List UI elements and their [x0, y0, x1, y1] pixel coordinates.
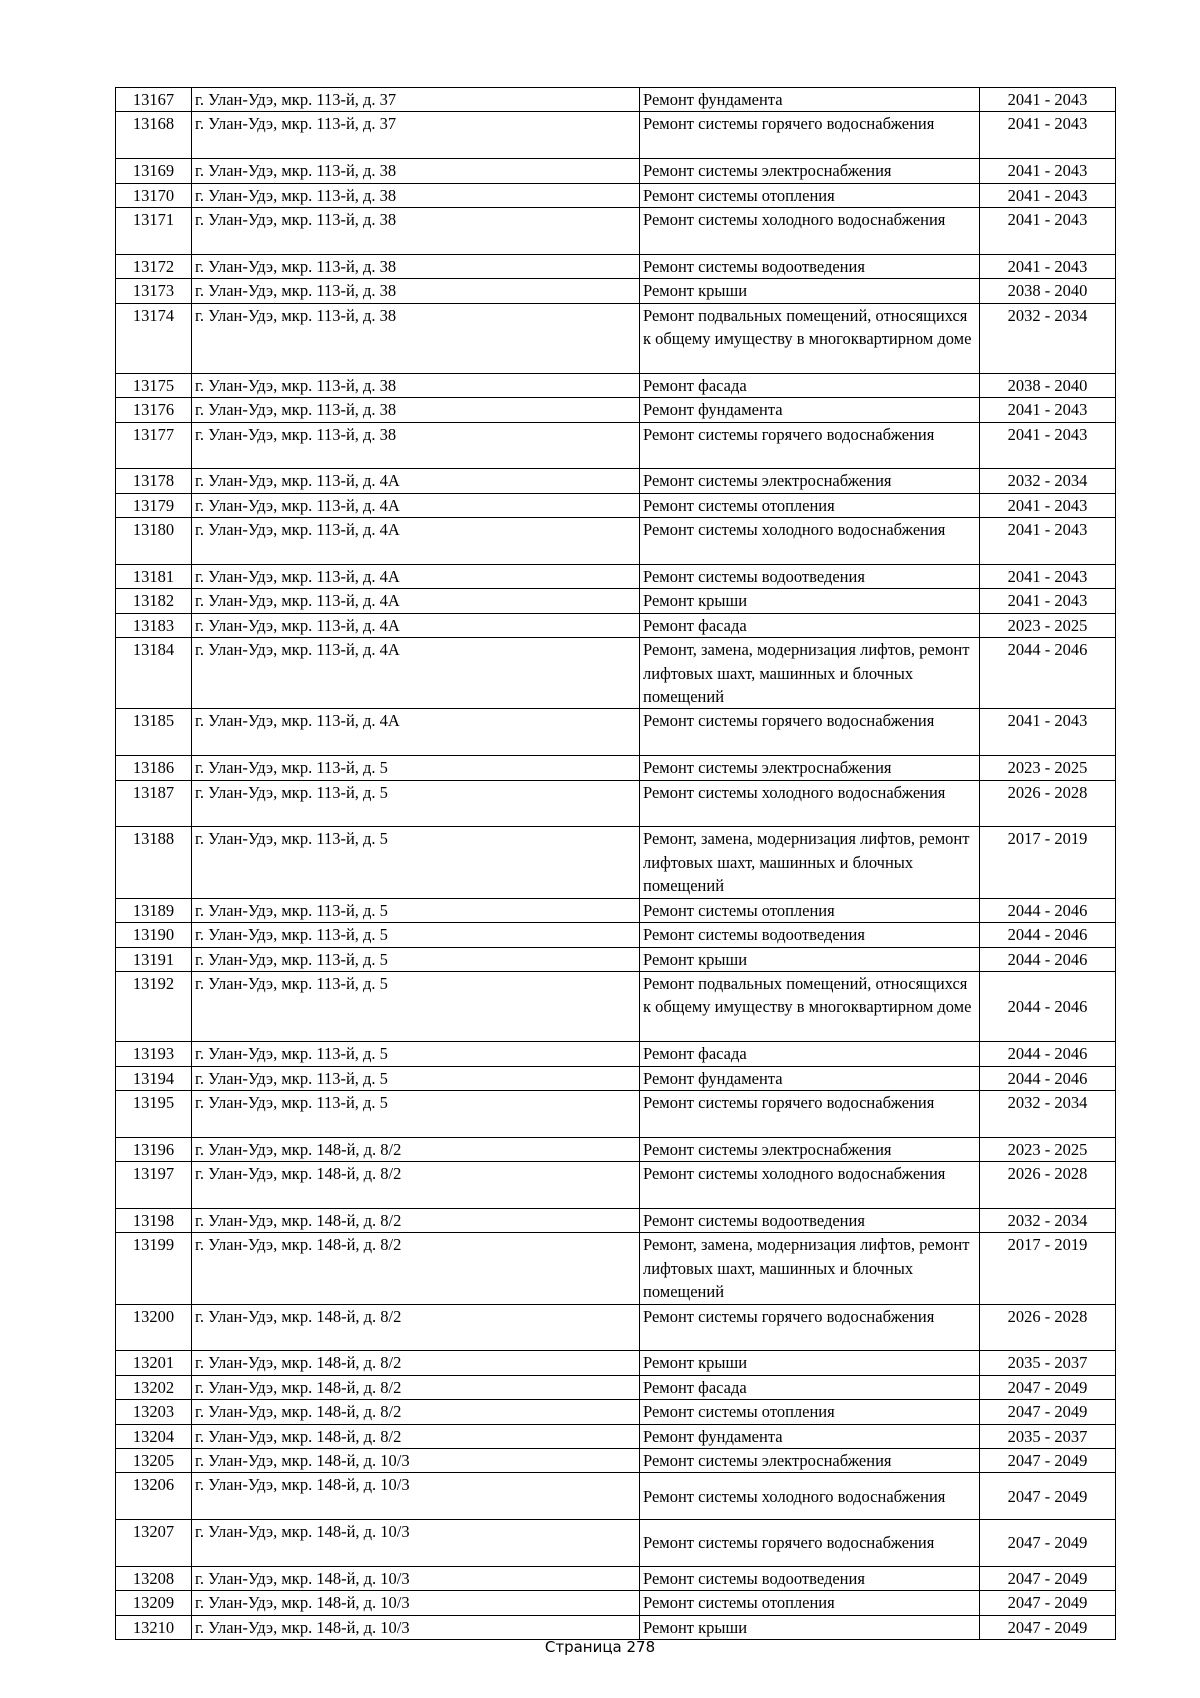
row-address: г. Улан-Удэ, мкр. 113-й, д. 5 [192, 947, 640, 971]
row-number: 13184 [116, 638, 192, 709]
row-period: 2023 - 2025 [980, 613, 1116, 637]
row-number: 13192 [116, 971, 192, 1041]
table-row [116, 1351, 1116, 1375]
table-row [116, 947, 1116, 971]
row-number: 13207 [116, 1520, 192, 1567]
row-number: 13177 [116, 422, 192, 469]
table-row [116, 518, 1116, 565]
row-work-type: Ремонт системы электроснабжения [640, 1448, 980, 1472]
row-address: г. Улан-Удэ, мкр. 148-й, д. 8/2 [192, 1162, 640, 1209]
row-number: 13209 [116, 1591, 192, 1615]
table-row [116, 1615, 1116, 1639]
row-period: 2017 - 2019 [980, 1233, 1116, 1304]
row-number: 13186 [116, 756, 192, 780]
table-row [116, 1448, 1116, 1472]
row-period: 2041 - 2043 [980, 422, 1116, 469]
row-period: 2044 - 2046 [980, 947, 1116, 971]
row-address: г. Улан-Удэ, мкр. 113-й, д. 37 [192, 88, 640, 112]
row-number: 13195 [116, 1090, 192, 1137]
row-period: 2032 - 2034 [980, 469, 1116, 493]
row-period: 2047 - 2049 [980, 1615, 1116, 1639]
table-row [116, 1066, 1116, 1090]
table-row [116, 469, 1116, 493]
table-row [116, 709, 1116, 756]
row-address: г. Улан-Удэ, мкр. 148-й, д. 8/2 [192, 1137, 640, 1161]
row-period: 2044 - 2046 [980, 1066, 1116, 1090]
row-address: г. Улан-Удэ, мкр. 113-й, д. 37 [192, 112, 640, 159]
row-period: 2026 - 2028 [980, 1304, 1116, 1351]
row-work-type: Ремонт, замена, модернизация лифтов, ремонт лифтовых шахт, машинных и блочных помещений [640, 827, 980, 898]
row-address: г. Улан-Удэ, мкр. 113-й, д. 38 [192, 183, 640, 207]
row-number: 13178 [116, 469, 192, 493]
table-row [116, 398, 1116, 422]
row-work-type: Ремонт фасада [640, 373, 980, 397]
row-address: г. Улан-Удэ, мкр. 148-й, д. 10/3 [192, 1615, 640, 1639]
row-work-type: Ремонт системы холодного водоснабжения [640, 518, 980, 565]
row-number: 13202 [116, 1375, 192, 1399]
table-row [116, 898, 1116, 922]
row-number: 13189 [116, 898, 192, 922]
row-work-type: Ремонт системы электроснабжения [640, 1137, 980, 1161]
row-address: г. Улан-Удэ, мкр. 148-й, д. 8/2 [192, 1208, 640, 1232]
row-address: г. Улан-Удэ, мкр. 113-й, д. 5 [192, 971, 640, 1041]
row-work-type: Ремонт фундамента [640, 398, 980, 422]
table-row [116, 1090, 1116, 1137]
table-row [116, 1208, 1116, 1232]
row-period: 2041 - 2043 [980, 208, 1116, 255]
row-number: 13190 [116, 923, 192, 947]
row-address: г. Улан-Удэ, мкр. 113-й, д. 5 [192, 923, 640, 947]
row-work-type: Ремонт, замена, модернизация лифтов, ремонт лифтовых шахт, машинных и блочных помещений [640, 638, 980, 709]
row-address: г. Улан-Удэ, мкр. 113-й, д. 4А [192, 613, 640, 637]
row-number: 13203 [116, 1400, 192, 1424]
row-number: 13199 [116, 1233, 192, 1304]
row-number: 13208 [116, 1566, 192, 1590]
row-period: 2041 - 2043 [980, 709, 1116, 756]
row-work-type: Ремонт системы электроснабжения [640, 159, 980, 183]
table-row [116, 756, 1116, 780]
row-period: 2044 - 2046 [980, 971, 1116, 1041]
table-row [116, 971, 1116, 1041]
row-address: г. Улан-Удэ, мкр. 113-й, д. 5 [192, 1090, 640, 1137]
row-period: 2047 - 2049 [980, 1566, 1116, 1590]
row-address: г. Улан-Удэ, мкр. 148-й, д. 10/3 [192, 1566, 640, 1590]
table-row [116, 493, 1116, 517]
row-work-type: Ремонт системы горячего водоснабжения [640, 1520, 980, 1567]
row-period: 2023 - 2025 [980, 756, 1116, 780]
row-number: 13181 [116, 565, 192, 589]
row-work-type: Ремонт системы горячего водоснабжения [640, 709, 980, 756]
table-row [116, 183, 1116, 207]
row-number: 13188 [116, 827, 192, 898]
row-work-type: Ремонт крыши [640, 589, 980, 613]
row-period: 2026 - 2028 [980, 780, 1116, 827]
table-row [116, 1233, 1116, 1304]
row-work-type: Ремонт системы горячего водоснабжения [640, 112, 980, 159]
row-address: г. Улан-Удэ, мкр. 113-й, д. 38 [192, 422, 640, 469]
page-number: Страница 278 [544, 1638, 656, 1656]
row-period: 2047 - 2049 [980, 1375, 1116, 1399]
row-period: 2035 - 2037 [980, 1424, 1116, 1448]
row-number: 13185 [116, 709, 192, 756]
row-work-type: Ремонт системы водоотведения [640, 1566, 980, 1590]
table-row [116, 422, 1116, 469]
row-period: 2044 - 2046 [980, 638, 1116, 709]
row-work-type: Ремонт системы холодного водоснабжения [640, 1473, 980, 1520]
row-number: 13167 [116, 88, 192, 112]
row-period: 2041 - 2043 [980, 518, 1116, 565]
row-period: 2041 - 2043 [980, 254, 1116, 278]
row-work-type: Ремонт фасада [640, 1042, 980, 1066]
table-row [116, 565, 1116, 589]
row-address: г. Улан-Удэ, мкр. 113-й, д. 4А [192, 589, 640, 613]
row-number: 13179 [116, 493, 192, 517]
row-period: 2047 - 2049 [980, 1448, 1116, 1472]
row-work-type: Ремонт фасада [640, 613, 980, 637]
row-address: г. Улан-Удэ, мкр. 113-й, д. 4А [192, 469, 640, 493]
row-period: 2023 - 2025 [980, 1137, 1116, 1161]
row-work-type: Ремонт, замена, модернизация лифтов, ремонт лифтовых шахт, машинных и блочных помещений [640, 1233, 980, 1304]
row-number: 13204 [116, 1424, 192, 1448]
row-period: 2047 - 2049 [980, 1591, 1116, 1615]
row-period: 2041 - 2043 [980, 183, 1116, 207]
row-address: г. Улан-Удэ, мкр. 113-й, д. 5 [192, 898, 640, 922]
table-row [116, 159, 1116, 183]
row-period: 2041 - 2043 [980, 112, 1116, 159]
row-address: г. Улан-Удэ, мкр. 148-й, д. 8/2 [192, 1351, 640, 1375]
row-number: 13171 [116, 208, 192, 255]
row-address: г. Улан-Удэ, мкр. 148-й, д. 10/3 [192, 1448, 640, 1472]
row-number: 13173 [116, 279, 192, 303]
row-work-type: Ремонт системы горячего водоснабжения [640, 1304, 980, 1351]
row-number: 13182 [116, 589, 192, 613]
row-address: г. Улан-Удэ, мкр. 113-й, д. 5 [192, 780, 640, 827]
row-number: 13168 [116, 112, 192, 159]
table-row [116, 303, 1116, 373]
row-work-type: Ремонт системы холодного водоснабжения [640, 208, 980, 255]
row-address: г. Улан-Удэ, мкр. 148-й, д. 10/3 [192, 1473, 640, 1520]
works-table-body [116, 88, 1116, 1640]
row-work-type: Ремонт системы холодного водоснабжения [640, 1162, 980, 1209]
row-work-type: Ремонт системы отопления [640, 898, 980, 922]
row-address: г. Улан-Удэ, мкр. 148-й, д. 8/2 [192, 1304, 640, 1351]
table-row [116, 1520, 1116, 1567]
row-address: г. Улан-Удэ, мкр. 113-й, д. 38 [192, 279, 640, 303]
row-period: 2026 - 2028 [980, 1162, 1116, 1209]
row-period: 2032 - 2034 [980, 303, 1116, 373]
row-work-type: Ремонт крыши [640, 1351, 980, 1375]
row-work-type: Ремонт системы горячего водоснабжения [640, 422, 980, 469]
row-period: 2041 - 2043 [980, 589, 1116, 613]
table-row [116, 1473, 1116, 1520]
row-work-type: Ремонт крыши [640, 279, 980, 303]
row-work-type: Ремонт фундамента [640, 88, 980, 112]
row-address: г. Улан-Удэ, мкр. 113-й, д. 38 [192, 303, 640, 373]
row-number: 13183 [116, 613, 192, 637]
row-period: 2047 - 2049 [980, 1520, 1116, 1567]
row-period: 2041 - 2043 [980, 398, 1116, 422]
row-number: 13194 [116, 1066, 192, 1090]
table-row [116, 589, 1116, 613]
row-work-type: Ремонт системы водоотведения [640, 254, 980, 278]
table-row [116, 780, 1116, 827]
row-work-type: Ремонт фундамента [640, 1066, 980, 1090]
row-number: 13191 [116, 947, 192, 971]
row-work-type: Ремонт системы горячего водоснабжения [640, 1090, 980, 1137]
row-number: 13172 [116, 254, 192, 278]
row-work-type: Ремонт системы отопления [640, 1400, 980, 1424]
table-row [116, 112, 1116, 159]
row-number: 13176 [116, 398, 192, 422]
row-number: 13193 [116, 1042, 192, 1066]
row-address: г. Улан-Удэ, мкр. 113-й, д. 5 [192, 1042, 640, 1066]
row-number: 13197 [116, 1162, 192, 1209]
table-row [116, 254, 1116, 278]
row-number: 13206 [116, 1473, 192, 1520]
table-row [116, 1042, 1116, 1066]
table-row [116, 208, 1116, 255]
row-work-type: Ремонт системы водоотведения [640, 565, 980, 589]
row-period: 2044 - 2046 [980, 923, 1116, 947]
table-row [116, 1137, 1116, 1161]
table-row [116, 373, 1116, 397]
row-number: 13169 [116, 159, 192, 183]
row-work-type: Ремонт системы электроснабжения [640, 756, 980, 780]
row-period: 2044 - 2046 [980, 1042, 1116, 1066]
table-row [116, 827, 1116, 898]
row-work-type: Ремонт системы отопления [640, 1591, 980, 1615]
table-row [116, 1591, 1116, 1615]
row-address: г. Улан-Удэ, мкр. 113-й, д. 38 [192, 159, 640, 183]
row-address: г. Улан-Удэ, мкр. 113-й, д. 38 [192, 208, 640, 255]
row-address: г. Улан-Удэ, мкр. 148-й, д. 8/2 [192, 1400, 640, 1424]
table-row [116, 1424, 1116, 1448]
row-number: 13205 [116, 1448, 192, 1472]
row-period: 2044 - 2046 [980, 898, 1116, 922]
row-number: 13170 [116, 183, 192, 207]
row-number: 13196 [116, 1137, 192, 1161]
row-number: 13174 [116, 303, 192, 373]
row-address: г. Улан-Удэ, мкр. 113-й, д. 4А [192, 493, 640, 517]
row-number: 13187 [116, 780, 192, 827]
row-address: г. Улан-Удэ, мкр. 148-й, д. 8/2 [192, 1375, 640, 1399]
table-row [116, 1162, 1116, 1209]
table-row [116, 1304, 1116, 1351]
row-work-type: Ремонт крыши [640, 947, 980, 971]
row-address: г. Улан-Удэ, мкр. 113-й, д. 5 [192, 827, 640, 898]
row-work-type: Ремонт подвальных помещений, относящихся к общему имуществу в многоквартирном доме [640, 971, 980, 1041]
row-work-type: Ремонт системы водоотведения [640, 923, 980, 947]
row-work-type: Ремонт фасада [640, 1375, 980, 1399]
row-number: 13200 [116, 1304, 192, 1351]
row-period: 2041 - 2043 [980, 159, 1116, 183]
row-number: 13180 [116, 518, 192, 565]
row-period: 2041 - 2043 [980, 88, 1116, 112]
row-period: 2032 - 2034 [980, 1090, 1116, 1137]
row-work-type: Ремонт подвальных помещений, относящихся к общему имуществу в многоквартирном доме [640, 303, 980, 373]
table-row [116, 1375, 1116, 1399]
row-number: 13201 [116, 1351, 192, 1375]
row-period: 2017 - 2019 [980, 827, 1116, 898]
row-work-type: Ремонт системы отопления [640, 183, 980, 207]
row-work-type: Ремонт системы отопления [640, 493, 980, 517]
row-work-type: Ремонт системы водоотведения [640, 1208, 980, 1232]
row-address: г. Улан-Удэ, мкр. 113-й, д. 4А [192, 638, 640, 709]
row-address: г. Улан-Удэ, мкр. 113-й, д. 38 [192, 398, 640, 422]
row-address: г. Улан-Удэ, мкр. 113-й, д. 5 [192, 756, 640, 780]
row-period: 2038 - 2040 [980, 373, 1116, 397]
table-row [116, 279, 1116, 303]
row-period: 2041 - 2043 [980, 565, 1116, 589]
table-row [116, 88, 1116, 112]
table-row [116, 638, 1116, 709]
row-address: г. Улан-Удэ, мкр. 113-й, д. 4А [192, 518, 640, 565]
row-number: 13175 [116, 373, 192, 397]
row-address: г. Улан-Удэ, мкр. 113-й, д. 38 [192, 254, 640, 278]
works-table [115, 87, 1116, 1640]
table-row [116, 1400, 1116, 1424]
row-period: 2047 - 2049 [980, 1400, 1116, 1424]
row-work-type: Ремонт системы электроснабжения [640, 469, 980, 493]
table-row [116, 923, 1116, 947]
row-address: г. Улан-Удэ, мкр. 113-й, д. 38 [192, 373, 640, 397]
row-work-type: Ремонт крыши [640, 1615, 980, 1639]
row-address: г. Улан-Удэ, мкр. 148-й, д. 10/3 [192, 1520, 640, 1567]
row-address: г. Улан-Удэ, мкр. 148-й, д. 8/2 [192, 1424, 640, 1448]
row-period: 2035 - 2037 [980, 1351, 1116, 1375]
row-address: г. Улан-Удэ, мкр. 113-й, д. 4А [192, 565, 640, 589]
table-row [116, 613, 1116, 637]
row-address: г. Улан-Удэ, мкр. 113-й, д. 4А [192, 709, 640, 756]
row-period: 2041 - 2043 [980, 493, 1116, 517]
row-address: г. Улан-Удэ, мкр. 148-й, д. 8/2 [192, 1233, 640, 1304]
row-period: 2038 - 2040 [980, 279, 1116, 303]
row-address: г. Улан-Удэ, мкр. 148-й, д. 10/3 [192, 1591, 640, 1615]
row-work-type: Ремонт фундамента [640, 1424, 980, 1448]
row-period: 2032 - 2034 [980, 1208, 1116, 1232]
row-address: г. Улан-Удэ, мкр. 113-й, д. 5 [192, 1066, 640, 1090]
row-period: 2047 - 2049 [980, 1473, 1116, 1520]
row-number: 13198 [116, 1208, 192, 1232]
row-number: 13210 [116, 1615, 192, 1639]
table-row [116, 1566, 1116, 1590]
row-work-type: Ремонт системы холодного водоснабжения [640, 780, 980, 827]
